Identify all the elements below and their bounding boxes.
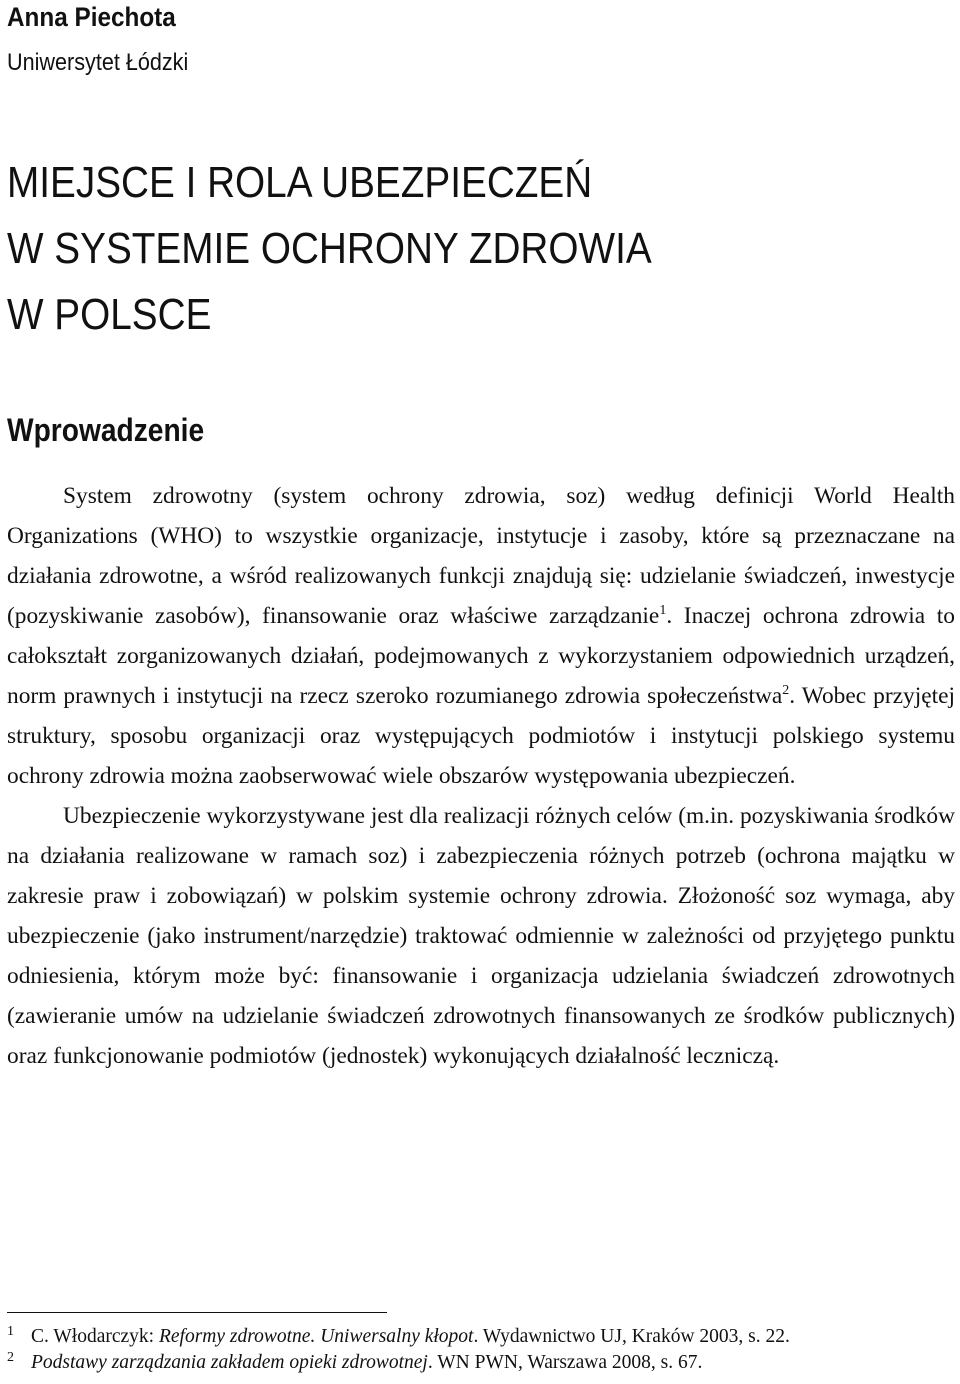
body-text [7, 476, 955, 1076]
footnotes [7, 1324, 955, 1376]
footnote-ref: 2 [782, 683, 790, 699]
author-affiliation: Uniwersytet Łódzki [7, 49, 189, 76]
paper-title [7, 150, 652, 348]
title-line: W SYSTEMIE OCHRONY ZDROWIA [7, 224, 652, 273]
footnote-details: . WN PWN, Warszawa 2008, s. 67. [427, 1352, 703, 1373]
footnote-details: . Wydawnictwo UJ, Kraków 2003, s. 22. [473, 1326, 790, 1347]
footnote-ref: 1 [659, 603, 667, 619]
paragraph: Ubezpieczenie wykorzystywane jest dla realizacji różnych celów (m.in. pozyskiwania środków na działania realizowane w ramach soz) i zabezpieczenia różnych potrzeb (ochrona majątku w zakresie praw i zobowiązań) w polskim systemie ochrony zdrowia. Złożoność soz wymaga, aby ubezpieczenie (jako instrument/narzędzie) traktować odmiennie w zależności od przyjętego punktu odniesienia, którym może być: finansowanie i organizacja udzielania świadczeń zdrowotnych (zawieranie umów na udzielanie świadczeń zdrowotnych finansowanych ze środków publicznych) oraz funkcjonowanie podmiotów (jednostek) wykonujących działalność leczniczą. [7, 803, 955, 1069]
title-line: MIEJSCE I ROLA UBEZPIECZEŃ [7, 158, 593, 207]
footnote [7, 1350, 955, 1376]
footnote-title: Podstawy zarządzania zakładem opieki zdrowotnej [31, 1352, 428, 1373]
footnote-number: 2 [7, 1350, 14, 1365]
title-line: W POLSCE [7, 290, 212, 339]
paragraph [7, 476, 955, 796]
author-name: Anna Piechota [7, 2, 176, 32]
footnote [7, 1324, 955, 1350]
footnote-number: 1 [7, 1324, 14, 1339]
paragraph-text: System zdrowotny (system ochrony zdrowia, soz) według definicji World Health Organizations (WHO) to wszystkie organizacje, instytucje i zasoby, które są przeznaczane na działania zdrowotne, a wśród realizowanych funkcji znajdują się: udzielanie świadczeń, inwestycje (pozyskiwanie zasobów), finansowanie oraz właściwe zarządzanie [7, 483, 955, 629]
paragraph-text: . Inaczej ochrona zdrowia to całokształt zorganizowanych działań, podejmowanych z wykorzystaniem odpowiednich urządzeń, norm prawnych i instytucji na rzecz szeroko rozumianego zdrowia społeczeństwa [7, 603, 955, 709]
footnote-title: Reformy zdrowotne. Uniwersalny kłopot [158, 1326, 474, 1347]
footnote-separator [7, 1312, 387, 1313]
section-heading: Wprowadzenie [7, 412, 205, 448]
footnote-author: C. Włodarczyk: [31, 1326, 159, 1347]
paragraph-text: . Wobec przyjętej struktury, sposobu organizacji oraz występujących podmiotów i instytucji polskiego systemu ochrony zdrowia można zaobserwować wiele obszarów występowania ubezpieczeń. [7, 683, 955, 789]
